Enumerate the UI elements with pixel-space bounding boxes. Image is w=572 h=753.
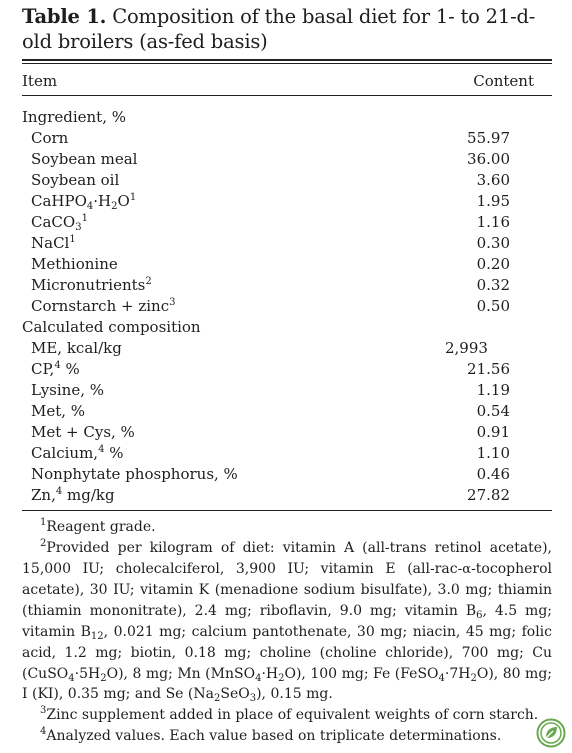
leaf-badge-icon: [536, 718, 566, 748]
top-rule: [22, 59, 552, 61]
table-row: Methionine 0.20: [31, 255, 510, 273]
table-row: Corn 55.97: [31, 129, 510, 147]
header-rule: [22, 95, 552, 96]
header-content: Content: [473, 72, 534, 90]
top-rule-thin: [22, 63, 552, 64]
table-row: ME, kcal/kg 2,993: [31, 339, 488, 357]
bottom-rule: [22, 510, 552, 511]
table-title: Composition of the basal diet for 1- to 21-d-old broilers (as-fed basis): [22, 5, 536, 53]
table-body: [22, 107, 510, 506]
header-item: Item: [22, 72, 58, 90]
table-caption: [22, 4, 558, 54]
table-number: Table 1.: [22, 5, 107, 28]
section-header-calculated: Calculated composition: [22, 318, 201, 336]
table-row: NaCl$^1$ 0.30: [31, 234, 510, 252]
table-row: Calcium,$^4$ % 1.10: [31, 444, 510, 462]
table-row: Zn,$^4$ mg/kg 27.82: [31, 486, 510, 504]
table-row: Met + Cys, % 0.91: [31, 423, 510, 441]
table-row: Lysine, % 1.19: [31, 381, 510, 399]
table-row: CP,$^4$ % 21.56: [31, 360, 510, 378]
table-row: Nonphytate phosphorus, % 0.46: [31, 465, 510, 483]
table-row: Micronutrients$^2$ 0.32: [31, 276, 510, 294]
table-row: Cornstarch + zinc$^3$ 0.50: [31, 297, 510, 315]
table-footnotes: [22, 517, 552, 747]
table-row: CaCO$_3^1$ 1.16: [31, 213, 510, 233]
section-header-ingredient: Ingredient, %: [22, 108, 126, 126]
table-row: Soybean meal 36.00: [31, 150, 510, 168]
table-row: Met, % 0.54: [31, 402, 510, 420]
table-header: [22, 69, 534, 93]
footnote-1: $^1$Reagent grade.: [40, 517, 156, 535]
table-row: $CaHPO_4\cdot H_2O^1$ 1.95: [31, 192, 510, 212]
footnote-4: $^4$Analyzed values. Each value based on triplicate determinations.: [40, 725, 502, 744]
footnote-2: $^2$Provided per kilogram of diet: vitamin A (all-trans retinol acetate), 15,000 IU; cholecalciferol, 3,900 IU; vitamin E (all-rac-α-tocopherol acetate), 30 IU; vitamin K (menadione sodium bisulfate), 3.0 mg; thiamin (thiamin mononitrate), 2.4 mg; riboflavin, 9.0 mg; vitamin $B_6$, 4.5 mg; vitamin $B_{12}$, 0.021 mg; calcium pantothenate, 30 mg; niacin, 45 mg; folic acid, 1.2 mg; biotin, 0.18 mg; choline (choline chloride), 700 mg; Cu $(CuSO_4\cdot 5H_2O)$, 8 mg; Mn $(MnSO_4\cdot H_2O)$, 100 mg; Fe $(FeSO_4\cdot 7H_2O)$, 80 mg; I (KI), 0.35 mg; and Se $(Na_2SeO_3)$, 0.15 mg.: [22, 537, 553, 705]
table-row: Soybean oil 3.60: [31, 171, 510, 189]
footnote-3: $^3$Zinc supplement added in place of equivalent weights of corn starch.: [40, 705, 539, 724]
